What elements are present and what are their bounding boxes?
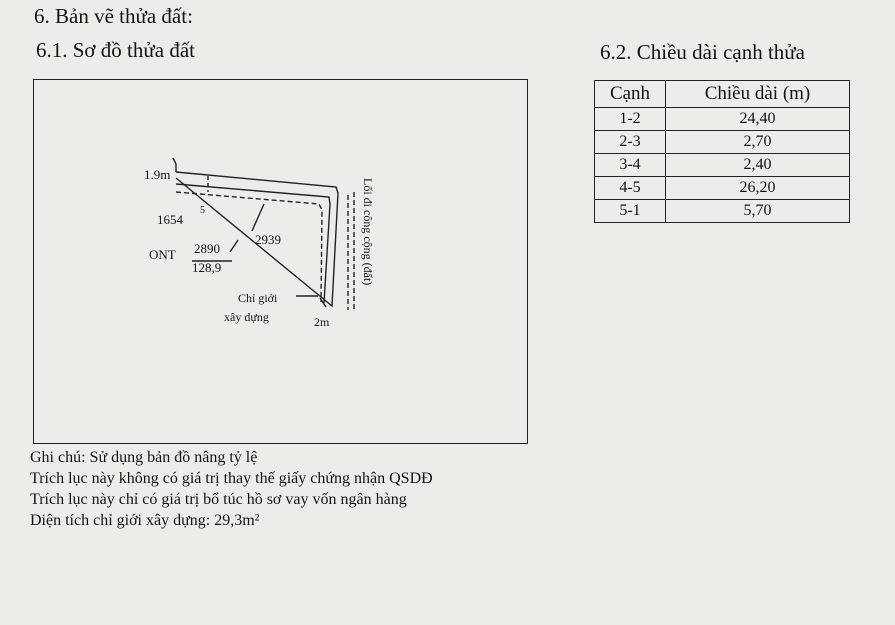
edge-cell: 5-1 [595, 200, 666, 223]
road-label: Lối đi công cộng (đất) [361, 178, 375, 286]
table-row [595, 154, 850, 177]
plot-drawing [34, 80, 529, 445]
col-header-edge: Cạnh [595, 81, 666, 108]
length-cell: 24,40 [666, 108, 850, 131]
table-row [595, 108, 850, 131]
note-line: Trích lục này chỉ có giá trị bổ túc hồ sơ vay vốn ngân hàng [30, 491, 407, 508]
length-cell: 5,70 [666, 200, 850, 223]
table-row [595, 131, 850, 154]
edge-table-heading: 6.2. Chiều dài cạnh thửa [600, 40, 805, 64]
marker-5-label: 5 [200, 205, 205, 216]
edge-length-table [594, 80, 850, 223]
note-line: Ghi chú: Sử dụng bản đồ nâng tỷ lệ [30, 449, 258, 466]
plot-sketch-heading: 6.1. Sơ đồ thửa đất [36, 38, 195, 62]
parcel-1654-label: 1654 [157, 212, 183, 227]
notes-block [30, 447, 433, 531]
parcel-number-label: 2890 [194, 241, 220, 256]
setback-right-label: 2m [314, 315, 330, 329]
table-row [595, 200, 850, 223]
table-row [595, 177, 850, 200]
build-line-label-2: xây dựng [224, 310, 269, 324]
length-cell: 2,40 [666, 154, 850, 177]
build-line-label-1: Chỉ giới [238, 291, 278, 305]
parcel-2939-label: 2939 [255, 232, 281, 247]
col-header-length: Chiều dài (m) [666, 81, 850, 108]
edge-cell: 1-2 [595, 108, 666, 131]
length-cell: 26,20 [666, 177, 850, 200]
setback-top-label: 1.9m [144, 167, 171, 182]
land-type-label: ONT [149, 247, 176, 262]
edge-cell: 3-4 [595, 154, 666, 177]
note-line: Diện tích chỉ giới xây dựng: 29,3m² [30, 512, 260, 529]
parcel-area-label: 128,9 [192, 260, 222, 275]
edge-cell: 4-5 [595, 177, 666, 200]
section-title: 6. Bản vẽ thửa đất: [34, 4, 193, 28]
length-cell: 2,70 [666, 131, 850, 154]
plot-sketch-frame [33, 79, 528, 444]
edge-cell: 2-3 [595, 131, 666, 154]
note-line: Trích lục này không có giá trị thay thế giấy chứng nhận QSDĐ [30, 470, 433, 487]
